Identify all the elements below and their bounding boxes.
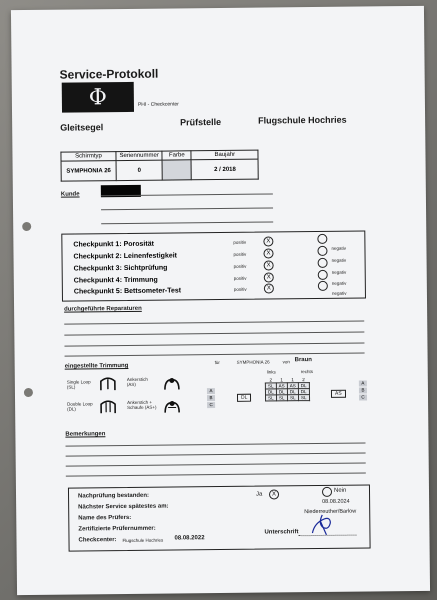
next-service-value: 08.08.2024 xyxy=(322,498,350,505)
repairs-line-2 xyxy=(64,331,364,335)
checkpoint-5-negative: negativ xyxy=(331,290,347,296)
checkpoint-5-label: Checkpunkt 5: Bettsometer-Test xyxy=(73,287,182,296)
trim-glider: SYMPHONIA 26 xyxy=(236,359,270,365)
checkpoint-3-positive: positiv xyxy=(233,263,247,269)
inspector-label: Name des Prüfers: xyxy=(78,514,132,522)
remarks-line-2 xyxy=(66,452,366,456)
ja-checkbox: X xyxy=(269,489,279,499)
checkpoint-4-positive-mark: X xyxy=(264,272,274,282)
repairs-label: durchgeführte Reparaturen xyxy=(64,305,142,313)
ja-label: Ja xyxy=(256,491,263,498)
next-service-label: Nächster Service spätestes am: xyxy=(78,503,169,511)
checkpoint-4-negative-mark xyxy=(318,270,328,280)
abc-left-c: C xyxy=(207,402,215,408)
service-protocol-sheet xyxy=(11,6,430,595)
grid-cell: DL xyxy=(265,389,276,395)
trim-for-label: für xyxy=(214,360,220,366)
value-cell-year: 2 / 2018 xyxy=(191,159,258,180)
single-loop-label: Single Loop (SL) xyxy=(66,379,91,390)
double-loop-icon xyxy=(99,400,117,414)
handwritten-signature xyxy=(308,513,336,537)
certified-label: Zertifizierte Prüfernummer: xyxy=(78,525,156,533)
value-cell-type: SYMPHONIA 26 xyxy=(61,161,116,182)
header-cell-year: Baujahr xyxy=(191,150,258,160)
station-label: Prüfstelle xyxy=(180,116,222,128)
rechts-label: rechts xyxy=(300,369,314,375)
repairs-line-1 xyxy=(64,320,364,324)
checkpoint-3-negative: negativ xyxy=(331,269,347,275)
ankerstich-icon xyxy=(163,376,181,390)
checkpoint-2-negative-mark xyxy=(317,246,327,256)
checkpoint-1-label: Checkpunkt 1: Porosität xyxy=(73,240,154,249)
remarks-label: Bemerkungen xyxy=(65,431,106,438)
abc-right-c: C xyxy=(359,394,367,400)
checkcenter-date: 08.08.2022 xyxy=(174,535,205,542)
dl-mark: DL xyxy=(237,394,251,402)
col-num-4: 2 xyxy=(302,377,305,383)
grid-cell: DL xyxy=(287,389,298,395)
value-cell-color xyxy=(162,160,191,180)
checkpoint-4-label: Checkpunkt 4: Trimmung xyxy=(73,276,158,285)
checkpoint-1-negative-mark xyxy=(317,234,327,244)
trim-grid xyxy=(265,377,310,401)
grid-cell: SL xyxy=(265,395,276,401)
category-label: Gleitsegel xyxy=(60,122,104,133)
remarks-line-3 xyxy=(66,462,366,466)
logo-caption: PHI - Checkcenter xyxy=(137,101,179,108)
checkpoint-5-positive: positiv xyxy=(233,286,247,292)
checkpoint-1-positive-mark: X xyxy=(263,236,273,246)
grid-cell: SL xyxy=(276,395,287,401)
col-num-2: 1 xyxy=(280,377,283,383)
grid-cell: SL xyxy=(287,395,298,401)
remarks-line-4 xyxy=(66,472,366,476)
repairs-line-3 xyxy=(64,342,364,346)
ankerstich-schaeufe-label: Ankerstich + Schaufe (AS+) xyxy=(127,399,157,410)
col-num-3: 1 xyxy=(291,377,294,383)
abc-right-a: A xyxy=(359,380,367,386)
signature-label: Unterschrift xyxy=(264,529,299,536)
checkpoint-4-negative: negativ xyxy=(331,280,347,286)
checkpoint-1-negative: negativ xyxy=(331,245,347,251)
header-cell-type: Schirmtyp xyxy=(61,152,116,162)
checkpoint-3-positive-mark: X xyxy=(264,260,274,270)
grid-cell: AS xyxy=(276,383,287,389)
checkcenter-value: Flugschule Hochries xyxy=(122,537,164,544)
grid-cell: SL xyxy=(298,395,309,401)
col-num-1: 2 xyxy=(269,377,273,383)
passed-label: Nachprüfung bestanden: xyxy=(78,492,150,500)
grid-cell: DL xyxy=(298,389,309,395)
phi-logo: Φ xyxy=(62,82,134,113)
checkpoint-1-positive: positiv xyxy=(233,239,247,245)
checkpoint-2-label: Checkpunkt 2: Leinenfestigkeit xyxy=(73,252,178,261)
document-title: Service-Protokoll xyxy=(59,66,159,82)
nein-checkbox xyxy=(322,487,332,497)
grid-cell: AS xyxy=(287,383,298,389)
header-cell-color: Farbe xyxy=(162,151,191,160)
customer-line-2 xyxy=(101,207,273,210)
grid-cell: SL xyxy=(265,383,276,389)
checkpoint-3-negative-mark xyxy=(318,258,328,268)
checkpoint-5-negative-mark xyxy=(318,281,328,291)
header-cell-serial: Seriennummer xyxy=(116,151,162,160)
trim-label: eingestellte Trimmung xyxy=(64,362,129,370)
checkcenter-label: Checkcenter: xyxy=(78,537,117,544)
double-loop-label: Double Loop (DL) xyxy=(67,401,93,412)
links-label: links xyxy=(266,369,276,375)
trim-color: Braun xyxy=(294,357,313,364)
remarks-line-1 xyxy=(66,442,366,446)
checkpoint-5-positive-mark: X xyxy=(264,283,274,293)
grid-cell: DL xyxy=(276,389,287,395)
glider-info-table xyxy=(60,150,259,182)
abc-right-b: B xyxy=(359,387,367,393)
checkpoint-2-negative: negativ xyxy=(331,257,347,263)
customer-label: Kunde xyxy=(60,191,80,198)
nein-label: Nein xyxy=(333,487,347,494)
value-cell-serial: 0 xyxy=(116,160,163,180)
repairs-line-4 xyxy=(65,352,365,356)
ankerstich-schaeufe-icon xyxy=(163,399,181,413)
as-mark: AS xyxy=(331,390,346,398)
checkpoint-3-label: Checkpunkt 3: Sichtprüfung xyxy=(73,264,168,273)
trim-von-label: von xyxy=(282,359,290,365)
school-label: Flugschule Hochries xyxy=(258,114,347,126)
abc-left-a: A xyxy=(207,388,215,394)
abc-left-b: B xyxy=(207,395,215,401)
ankerstich-label: Ankerstich (AS) xyxy=(126,376,148,387)
customer-line-3 xyxy=(101,221,273,224)
grid-cell: DL xyxy=(298,383,309,389)
single-loop-icon xyxy=(99,377,117,391)
inspector-value: Niederreuther/Barlow xyxy=(304,508,357,516)
checkpoint-4-positive: positiv xyxy=(233,275,247,281)
punch-hole-top xyxy=(22,222,31,231)
punch-hole-bottom xyxy=(24,388,33,397)
checkpoint-2-positive: positiv xyxy=(233,251,247,257)
checkpoint-2-positive-mark: X xyxy=(263,248,273,258)
